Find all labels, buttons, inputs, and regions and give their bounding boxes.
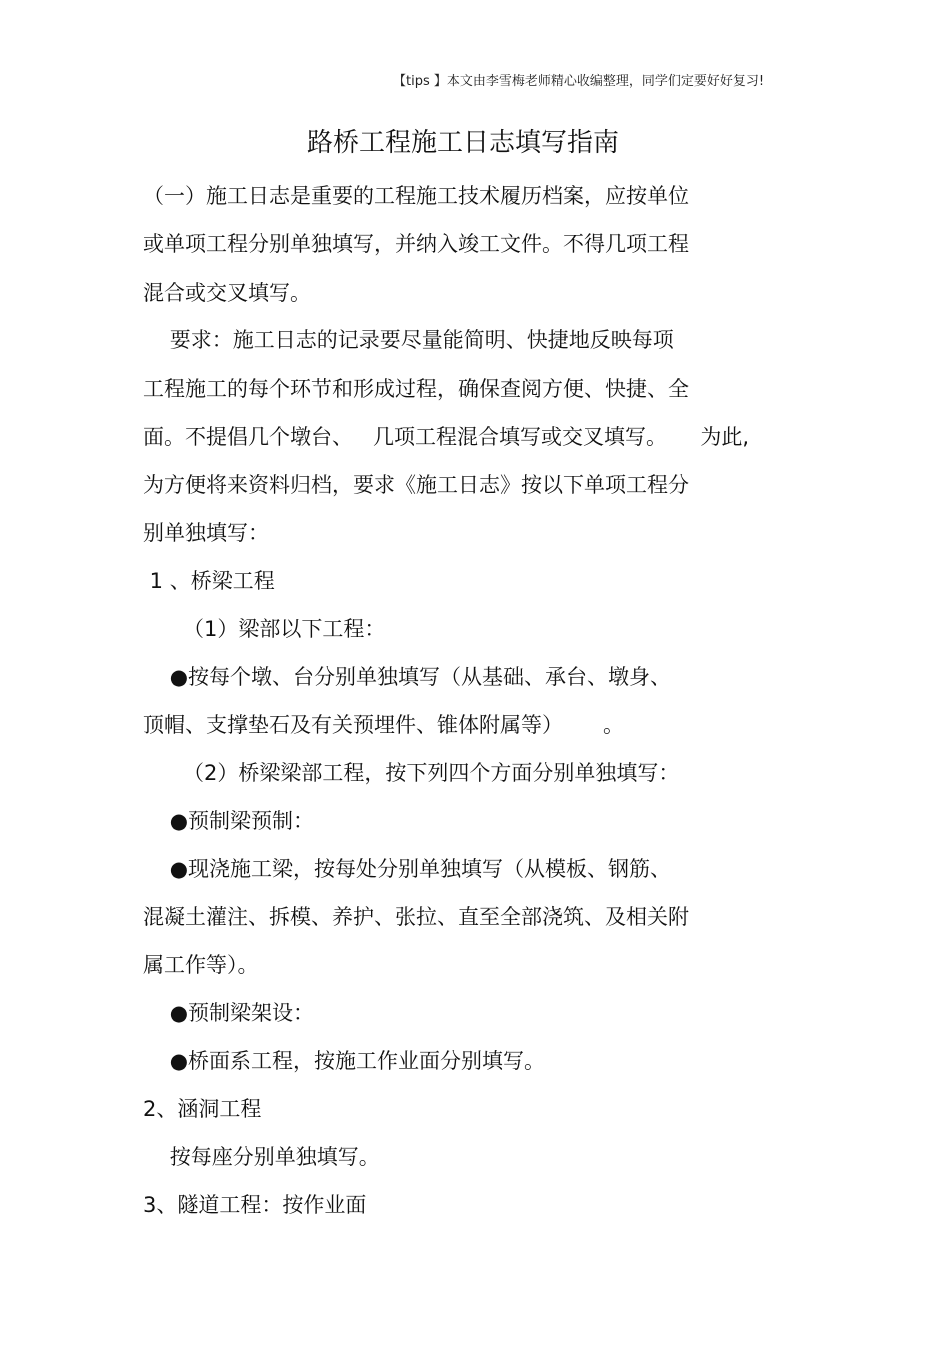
paragraph-line-3: 混合或交叉填写。 [143, 281, 311, 305]
bullet-item-1-cont: 顶帽、支撑垫石及有关预埋件、锥体附属等） 。 [143, 713, 625, 737]
bullet-item-4: ●预制梁架设： [143, 1001, 315, 1025]
culvert-text: 按每座分别单独填写。 [143, 1145, 380, 1169]
bullet-item-3: ●现浇施工梁，按每处分别单独填写（从模板、钢筋、 [143, 857, 672, 881]
paragraph-line-1: （一）施工日志是重要的工程施工技术履历档案，应按单位 [143, 184, 689, 208]
paragraph-line-4: 要求：施工日志的记录要尽量能简明、快捷地反映每项 [143, 328, 674, 352]
bullet-item-2: ●预制梁预制： [143, 809, 315, 833]
section-heading-bridge: 1 、桥梁工程 [143, 569, 275, 593]
paragraph-line-5: 工程施工的每个环节和形成过程，确保查阅方便、快捷、全 [143, 377, 689, 401]
bullet-item-1: ●按每个墩、台分别单独填写（从基础、承台、墩身、 [143, 665, 672, 689]
section-heading-tunnel: 3、隧道工程：按作业面 [143, 1193, 367, 1217]
bullet-item-5: ●桥面系工程，按施工作业面分别填写。 [143, 1049, 546, 1073]
tips-header: 【tips 】本文由李雪梅老师精心收编整理，同学们定要好好复习! [393, 74, 765, 89]
document-title: 路桥工程施工日志填写指南 [306, 128, 619, 158]
bullet-item-3-cont-2: 属工作等）。 [143, 953, 259, 977]
bullet-item-3-cont: 混凝土灌注、拆模、养护、张拉、直至全部浇筑、及相关附 [143, 905, 689, 929]
subsection-heading-2: （2）桥梁梁部工程，按下列四个方面分别单独填写： [143, 761, 680, 785]
subsection-heading-1: （1）梁部以下工程： [143, 617, 386, 641]
paragraph-line-8: 别单独填写： [143, 521, 269, 545]
paragraph-line-7: 为方便将来资料归档，要求《施工日志》按以下单项工程分 [143, 473, 689, 497]
paragraph-line-2: 或单项工程分别单独填写，并纳入竣工文件。不得几项工程 [143, 232, 689, 256]
section-heading-culvert: 2、涵洞工程 [143, 1097, 262, 1121]
paragraph-line-6: 面。不提倡几个墩台、 几项工程混合填写或交叉填写。 为此, [143, 425, 750, 449]
